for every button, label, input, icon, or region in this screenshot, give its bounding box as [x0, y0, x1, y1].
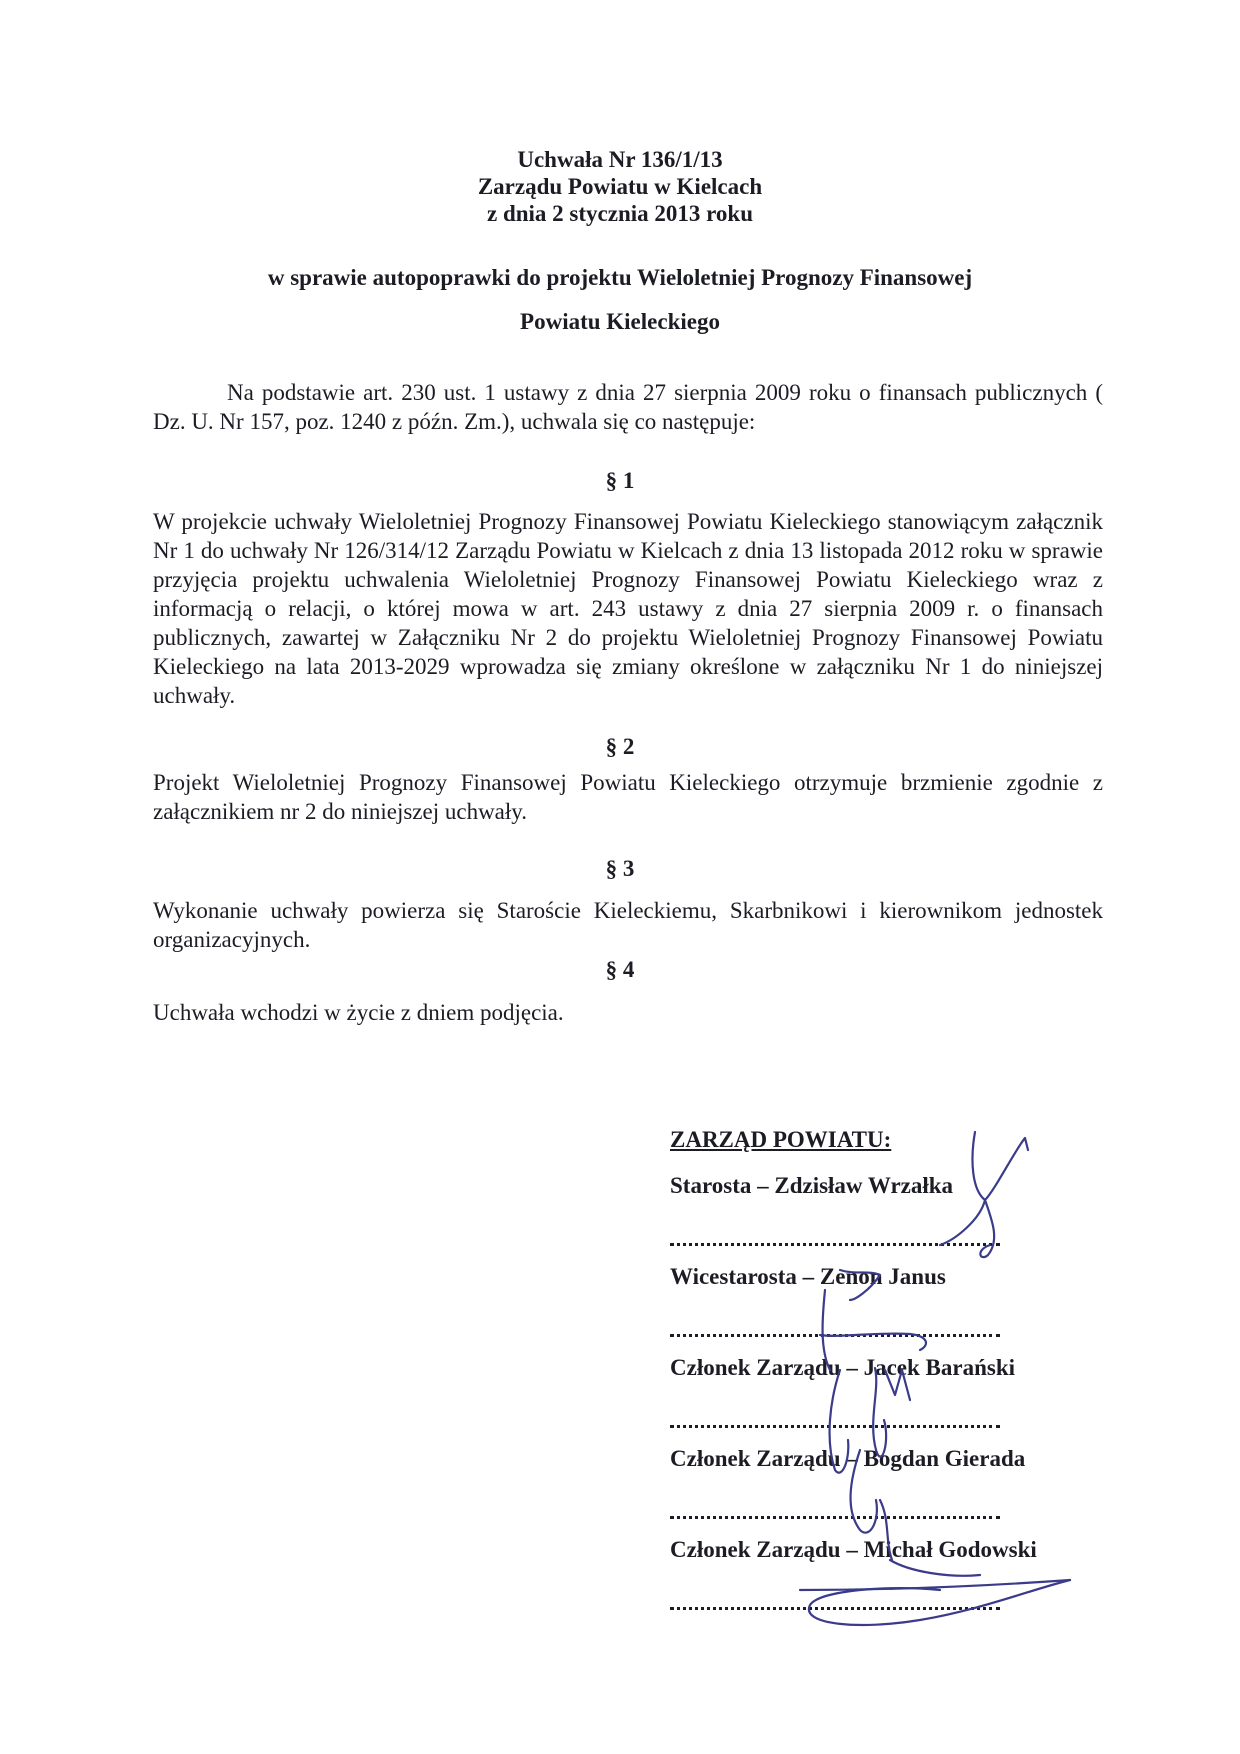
resolution-number: Uchwała Nr 136/1/13 — [517, 147, 723, 172]
issuing-body: Zarządu Powiatu w Kielcach — [477, 174, 763, 199]
board-member-wicestarosta: Wicestarosta – Zenon Janus — [670, 1264, 946, 1289]
subject-line-1: w sprawie autopoprawki do projektu Wieloletniej Prognozy Finansowej — [267, 265, 973, 290]
resolution-header — [0, 146, 1240, 227]
board-title: ZARZĄD POWIATU: — [670, 1127, 892, 1152]
section-2-text: Projekt Wieloletniej Prognozy Finansowej Powiatu Kieleckiego otrzymuje brzmienie zgodnie z załącznikiem nr 2 do niniejszej uchwały. — [153, 770, 1103, 824]
handwritten-signature — [780, 1120, 1100, 1640]
section-4-text: Uchwała wchodzi w życie z dniem podjęcia. — [153, 1000, 564, 1025]
section-3-text: Wykonanie uchwały powierza się Staroście Kieleckiemu, Skarbnikowi i kierownikom jednostek organizacyjnych. — [153, 898, 1103, 952]
board-member-3: Członek Zarządu – Michał Godowski — [670, 1537, 1037, 1562]
section-sign-2: § 2 — [605, 734, 635, 759]
preamble-paragraph: Na podstawie art. 230 ust. 1 ustawy z dnia 27 sierpnia 2009 roku o finansach publicznych ( Dz. U. Nr 157, poz. 1240 z późn. Zm.), uchwala się co następuje: — [153, 380, 1103, 434]
resolution-date: z dnia 2 stycznia 2013 roku — [486, 201, 754, 226]
section-sign-4: § 4 — [605, 957, 635, 982]
board-member-2: Członek Zarządu – Bogdan Gierada — [670, 1446, 1026, 1471]
subject-line-2: Powiatu Kieleckiego — [520, 309, 720, 334]
board-member-1: Członek Zarządu – Jacek Barański — [670, 1355, 1016, 1380]
board-member-starosta: Starosta – Zdzisław Wrzałka — [670, 1173, 954, 1198]
section-sign-3: § 3 — [605, 856, 635, 881]
resolution-subject — [0, 264, 1240, 335]
section-1-text: W projekcie uchwały Wieloletniej Prognozy Finansowej Powiatu Kieleckiego stanowiącym załącznik Nr 1 do uchwały Nr 126/314/12 Zarządu Powiatu w Kielcach z dnia 13 listopada 2012 roku w sprawie przyjęcia projektu uchwalenia Wieloletniej Prognozy Finansowej Powiatu Kieleckiego wraz z informacją o relacji, o której mowa w art. 243 ustawy z dnia 27 sierpnia 2009 r. o finansach publicznych, zawartej w Załączniku Nr 2 do projektu Wieloletniej Prognozy Finansowej Powiatu Kieleckiego na lata 2013-2029 wprowadza się zmiany określone w załączniku Nr 1 do niniejszej uchwały. — [153, 509, 1103, 708]
section-sign-1: § 1 — [605, 468, 635, 493]
